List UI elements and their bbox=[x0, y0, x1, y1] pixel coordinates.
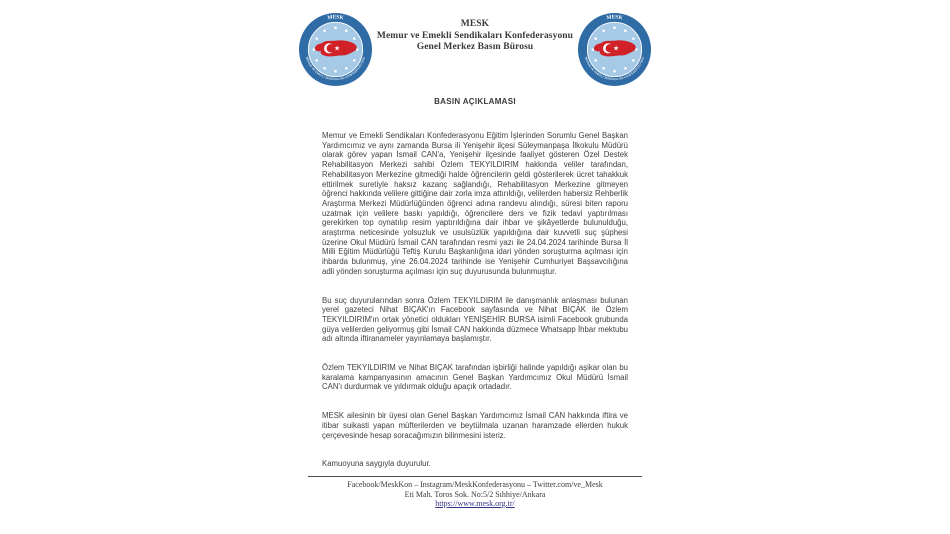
mesk-logo-left bbox=[298, 12, 373, 87]
paragraph-2: Bu suç duyurularından sonra Özlem TEKYILDIRIM ile danışmanlık anlaşması bulunan yerel gazeteci Nihat BIÇAK'ın Facebook sayfasında ve Nihat BIÇAK ile Özlem TEKYILDIRIM'ın ortak yönetici oldukları YENİŞEHİR BURSA isimli Facebook grubunda güya velilerden geliyormuş gibi İsmail CAN hakkında düzmece Whatsapp İhbar mektubu adı altında iftiranameler yayınlamaya başlamıştır. bbox=[322, 295, 628, 344]
website-link[interactable]: https://www.mesk.org.tr/ bbox=[435, 499, 515, 508]
paragraph-1: Memur ve Emekli Sendikaları Konfederasyonu Eğitim İşlerinden Sorumlu Genel Başkan Yardımcımız ve aynı zamanda Bursa ili Yenişehir ilçesi Süleymanpaşa İlkokulu Müdürü olarak görev yapan İsmail CAN'a, Yenişehir ilçesinde faaliyet gösteren Özel Destek Rehabilitasyon Merkezi sahibi Özlem TEKYILDIRIM hakkında veliler tarafından, Rehabilitasyon Merkezine gitmediği halde öğrencilerin geldi gösterilerek ücret tahakkuk ettirilmek suretiyle haksız kazanç sağlandığı, Rehabilitasyon Merkezine gitmeyen öğrenci hakkında velilere gittiğine dair zorla imza attırıldığı, velilerden habersiz Rehberlik Araştırma Merkezi Müdürlüğünden öğrenci adına randevu alındığı, süresi biten raporu uzatmak için velilere baskı yapıldığı, öğrencilere ders ve fizik tedavi yaptırılması gerekirken top oynatılıp resim yaptırıldığına dair ihbar ve şikâyetlerde bulunulduğu, araştırma neticesinde yolsuzluk ve usulsüzlük yapıldığına dair kuvvetli suç şüphesi üzerine Okul Müdürü İsmail CAN tarafından resmi yazı ile 24.04.2024 tarihinde Bursa İl Milli Eğitim Müdürlüğü Teftiş Kurulu Başkanlığına idari yönden soruşturma açılması için ihbarda bulunmuş, yine 26.04.2024 tarihinde ise Yenişehir Cumhuriyet Başsavcılığına adli yönden soruşturma açılması için suç duyurusunda bulunmuştur. bbox=[322, 131, 628, 276]
logo-ring-top-text: MESK bbox=[606, 14, 624, 22]
address-line: Eti Mah. Toros Sok. No:5/2 Sıhhiye/Ankara bbox=[404, 489, 546, 499]
document-body bbox=[322, 131, 628, 488]
logo-ring-bottom-text: MEMUR VE EMEKLİ SENDİKALARI KONFEDERASYONU bbox=[583, 56, 646, 82]
logo-ring-bottom-text: MEMUR VE EMEKLİ SENDİKALARI KONFEDERASYONU bbox=[304, 56, 367, 82]
paragraph-3: Özlem TEKYILDIRIM ve Nihat BIÇAK tarafından işbirliği halinde yapıldığı aşikar olan bu karalama kampanyasının amacının Genel Başkan Yardımcımız Okul Müdürü İsmail CAN'ı durdurmak ve yıldırmak olduğu apaçık ortadadır. bbox=[322, 363, 628, 392]
office-name: Genel Merkez Basın Bürosu bbox=[416, 42, 534, 52]
org-acronym: MESK bbox=[460, 19, 490, 29]
letterhead bbox=[373, 19, 577, 54]
paragraph-4: MESK ailesinin bir üyesi olan Genel Başkan Yardımcımız İsmail CAN hakkında iftira ve itibar suikasti yapan müfterilerden ve beytülmala uzanan haramzade ellerden hukuk çerçevesinde hesap soracağımızın bilinmesini isteriz. bbox=[322, 411, 628, 440]
closing-line: Kamuoyuna saygıyla duyurulur. bbox=[322, 459, 431, 469]
logo-ring-top-text: MESK bbox=[327, 14, 345, 22]
social-accounts-line: Facebook/MeskKon – Instagram/MeskKonfederasyonu – Twitter.com/ve_Mesk bbox=[347, 480, 603, 489]
mesk-logo-right bbox=[577, 12, 652, 87]
org-name: Memur ve Emekli Sendikaları Konfederasyonu bbox=[376, 30, 574, 41]
footer bbox=[308, 476, 642, 509]
press-release-title: BASIN AÇIKLAMASI bbox=[434, 97, 516, 106]
header bbox=[298, 12, 652, 87]
